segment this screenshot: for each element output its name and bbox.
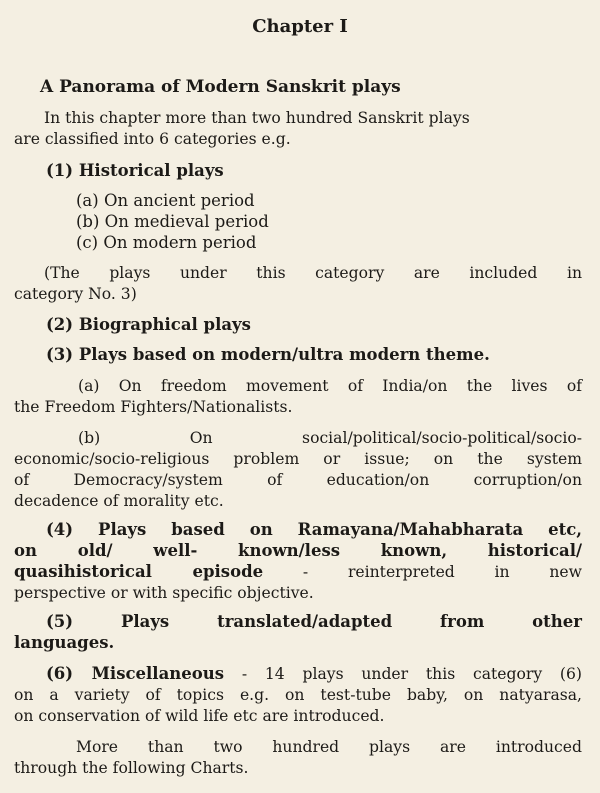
section-title: A Panorama of Modern Sanskrit plays	[40, 77, 401, 97]
cat2-heading: (2) Biographical plays	[46, 315, 251, 334]
cat4-line-4: perspective or with specific objective.	[14, 584, 314, 602]
cat6-lead-rest: - 14 plays under this category (6)	[224, 665, 583, 683]
cat1-item-b: (b) On medieval period	[76, 212, 269, 231]
cat3-a-line-2: the Freedom Fighters/Nationalists.	[14, 398, 293, 416]
cat6-line-2: on a variety of topics e.g. on test-tube baby, on natyarasa,	[14, 686, 582, 704]
cat1-item-c: (c) On modern period	[76, 233, 257, 252]
cat4-line-3-bold: quasihistorical episode	[14, 562, 264, 581]
cat1-heading: (1) Historical plays	[46, 161, 224, 180]
cat3-heading: (3) Plays based on modern/ultra modern theme.	[46, 345, 490, 364]
cat1-note-line-2: category No. 3)	[14, 285, 137, 303]
cat1-note-line-1: (The plays under this category are included in	[44, 264, 582, 282]
cat1-item-a: (a) On ancient period	[76, 191, 255, 210]
cat4-line-3	[14, 562, 582, 583]
cat3-b-line-1: (b) On social/political/socio-political/socio-	[78, 429, 582, 447]
cat3-b-line-4: decadence of morality etc.	[14, 492, 224, 510]
cat4-line-3-rest: - reinterpreted in new	[263, 563, 582, 581]
cat5-line-2: languages.	[14, 633, 115, 652]
cat3-a-line-1: (a) On freedom movement of India/on the lives of	[78, 377, 582, 395]
cat6-line-1	[46, 664, 582, 685]
chapter-heading: Chapter I	[252, 16, 348, 37]
closing-line-1: More than two hundred plays are introduced	[76, 738, 582, 756]
cat6-line-3: on conservation of wild life etc are introduced.	[14, 707, 385, 725]
cat6-lead-bold: (6) Miscellaneous	[46, 664, 225, 683]
cat4-line-1: (4) Plays based on Ramayana/Mahabharata etc,	[46, 520, 582, 539]
cat3-b-line-2: economic/socio-religious problem or issue; on the system	[14, 450, 582, 468]
intro-line-2: are classified into 6 categories e.g.	[14, 130, 291, 148]
closing-line-2: through the following Charts.	[14, 759, 249, 777]
cat5-line-1: (5) Plays translated/adapted from other	[46, 612, 582, 631]
cat3-b-line-3: of Democracy/system of education/on corruption/on	[14, 471, 582, 489]
intro-line-1: In this chapter more than two hundred Sanskrit plays	[44, 109, 470, 127]
cat4-line-2: on old/ well- known/less known, historical/	[14, 541, 582, 560]
